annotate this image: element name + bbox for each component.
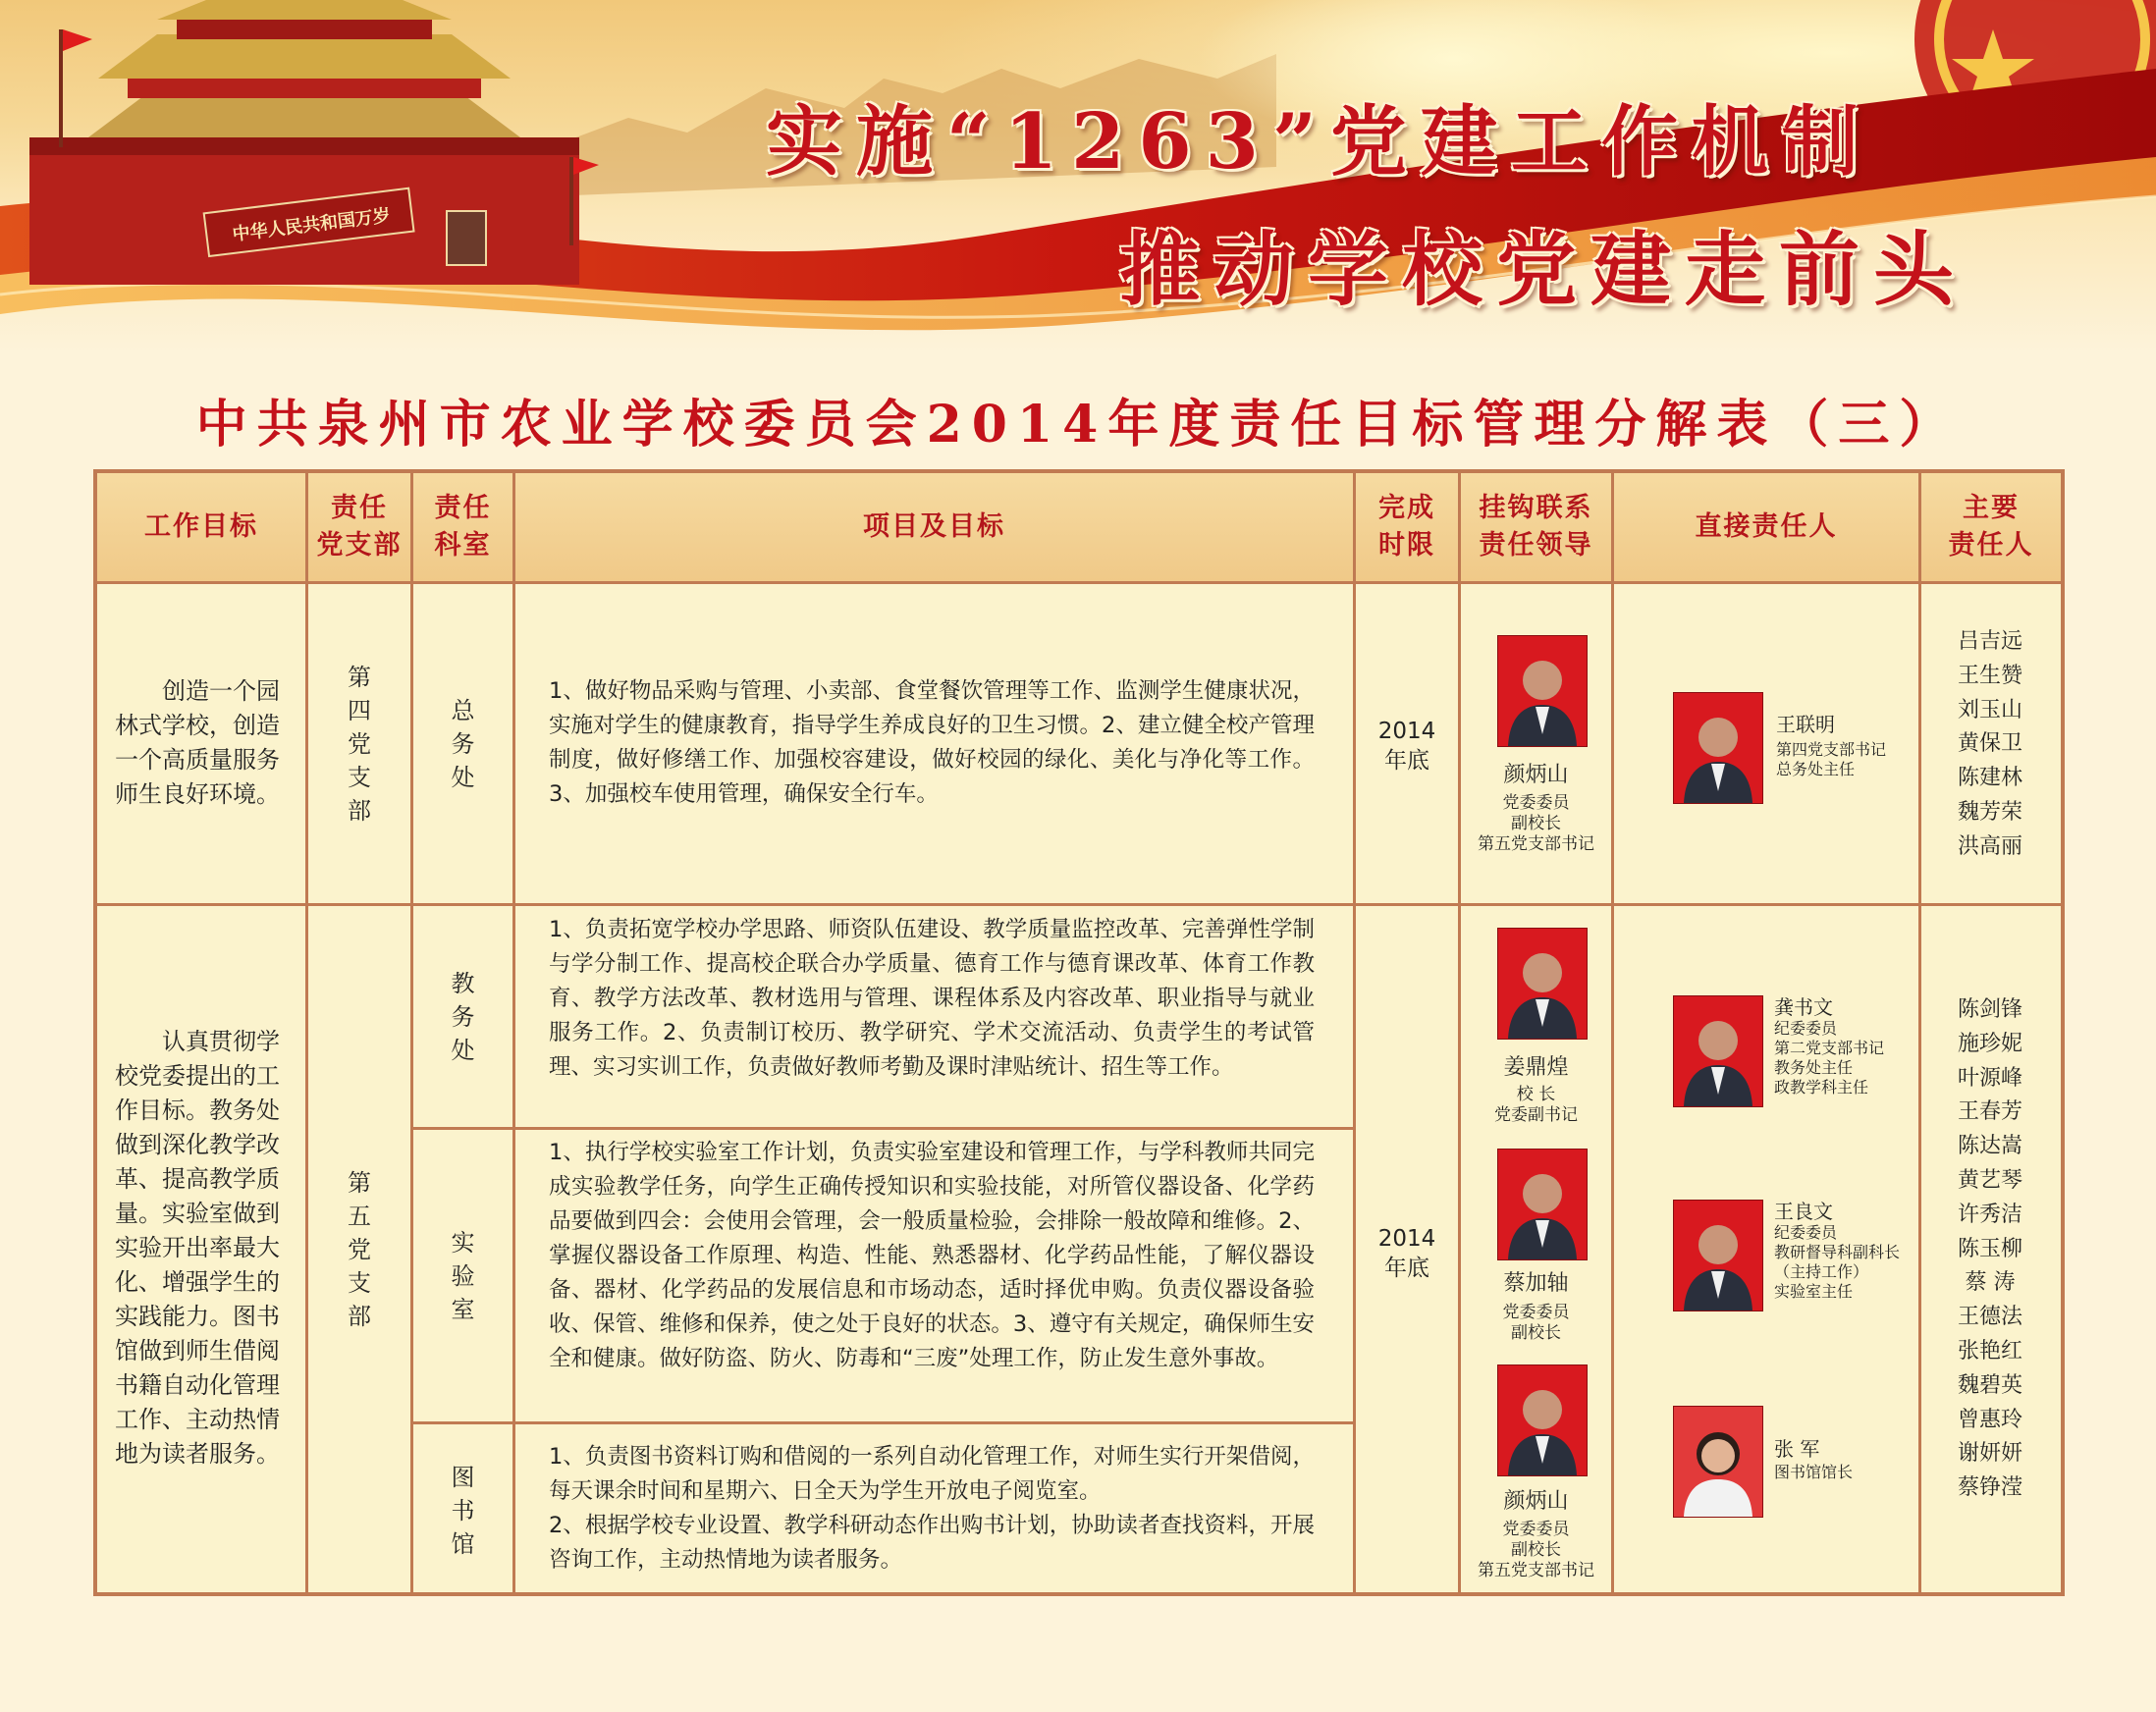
table-title: 中共泉州市农业学校委员会2014年度责任目标管理分解表（三） [195,395,1961,455]
sub2-leader-name: 蔡加轴 [1503,1271,1569,1296]
header-banner [0,0,2156,353]
col-header-deadline: 完成 时限 [1378,493,1435,561]
sub1-direct-name: 龚书文 [1774,995,1833,1019]
col-header-direct: 直接责任人 [1695,511,1838,542]
responsibility-table [93,469,2065,1596]
row2-main-names: 陈剑锋 施珍妮 叶源峰 王春芳 陈达嵩 黄艺琴 许秀洁 陈玉柳 蔡 涛 王德法 张艳红 魏碧英 曾惠玲 谢妍妍 蔡铮滢 [1957,997,2022,1501]
direct-photo-wang-liangwen [1673,1200,1763,1311]
headline-line1: 实施“1263”党建工作机制 [766,97,1872,187]
col-header-main: 主要 责任人 [1948,493,2034,561]
office-jiaowu: 教 务 处 [451,969,475,1064]
row2-goal: 认真贯彻学校党委提出的工作目标。教务处做到深化教学改革、提高教学质量。实验室做到实验开出率最大化、增强学生的实践能力。图书馆做到师生借阅书籍自动化管理工作、主动热情地为读者服务。 [115,1028,280,1468]
row2-deadline: 2014 年底 [1377,1226,1436,1281]
row2-branch: 第 五 党 支 部 [348,1169,371,1330]
col-header-goal: 工作目标 [144,511,258,542]
sub3-direct-name: 张 军 [1774,1437,1820,1461]
leader-photo-yan-2 [1497,1364,1588,1476]
gate-plaque-text: 中华人民共和国万岁 [231,205,392,245]
direct-photo-gong [1673,995,1763,1107]
row1-branch: 第 四 党 支 部 [348,663,371,825]
sub3-leader-name: 颜炳山 [1503,1489,1569,1514]
col-header-office: 责任 科室 [434,493,492,561]
col-header-leader: 挂钩联系 责任领导 [1479,493,1593,561]
table-header-row [97,473,2061,581]
direct-photo-wang-lianming [1673,692,1763,804]
leader-photo-yan [1497,635,1588,747]
row1-leader-titles: 党委委员 副校长 第五党支部书记 [1478,793,1594,854]
project-jiaowu: 1、负责拓宽学校办学思路、师资队伍建设、教学质量监控改革、完善弹性学制与学分制工作、提高校企联合办学质量、德育工作与德育课改革、体育工作教育、教学方法改革、教材选用与管理、课程体系及内容改革、职业指导与就业服务工作。2、负责制订校历、教学研究、学术交流活动、负责学生的考试管理、实习实训工作，负责做好教师考勤及课时津贴统计、招生等工作。 [549,917,1315,1080]
sub3-direct-titles: 图书馆馆长 [1774,1463,1854,1481]
sub3-leader-titles: 党委委员 副校长 第五党支部书记 [1478,1520,1594,1580]
row1-goal: 创造一个园林式学校，创造一个高质量服务师生良好环境。 [115,677,280,808]
sub2-leader-titles: 党委委员 副校长 [1502,1303,1570,1343]
col-header-project: 项目及目标 [863,511,1005,542]
sub1-leader-titles: 校 长 党委副书记 [1494,1085,1578,1125]
row1-office: 总 务 处 [451,696,475,791]
row1-leader-name: 颜炳山 [1503,763,1569,787]
sub2-direct-name: 王良文 [1774,1200,1833,1223]
sub1-leader-name: 姜鼎煌 [1503,1055,1569,1080]
row1-deadline: 2014 年底 [1377,719,1436,774]
direct-photo-zhang [1673,1406,1763,1518]
leader-photo-jiang [1497,928,1588,1040]
office-shiyan: 实 验 室 [451,1228,475,1323]
sub2-direct-titles: 纪委委员 教研督导科副科长 （主持工作） 实验室主任 [1774,1223,1901,1301]
office-tushu: 图 书 馆 [451,1463,475,1558]
leader-photo-cai [1497,1149,1588,1260]
row1-main-names: 吕吉远 王生赞 刘玉山 黄保卫 陈建林 魏芳荣 洪高丽 [1957,629,2022,859]
project-tushu: 1、负责图书资料订购和借阅的一系列自动化管理工作，对师生实行开架借阅，每天课余时间和星期六、日全天为学生开放电子阅览室。 2、根据学校专业设置、教学科研动态作出购书计划，协助读者查找资料，开展咨询工作，主动热情地为读者服务。 [549,1444,1315,1573]
headline-line2: 推动学校党建走前头 [1119,223,1968,317]
row1-project: 1、做好物品采购与管理、小卖部、食堂餐饮管理等工作、监测学生健康状况，实施对学生的健康教育，指导学生养成良好的卫生习惯。2、建立健全校产管理制度，做好修缮工作、加强校容建设，做好校园的绿化、美化与净化等工作。3、加强校车使用管理，确保安全行车。 [549,678,1315,807]
col-header-branch: 责任 党支部 [316,493,403,561]
row1-direct-name: 王联明 [1776,713,1835,736]
sub1-direct-titles: 纪委委员 第二党支部书记 教务处主任 政教学科主任 [1774,1019,1885,1097]
row1-direct-titles: 第四党支部书记 总务处主任 [1776,740,1887,778]
project-shiyan: 1、执行学校实验室工作计划，负责实验室建设和管理工作，与学科教师共同完成实验教学任务，向学生正确传授知识和实验技能，对所管仪器设备、化学药品要做到四会：会使用会管理，会一般质量检验，会排除一般故障和维修。2、掌握仪器设备工作原理、构造、性能、熟悉器材、化学药品性能，了解仪器设备、器材、化学药品的发展信息和市场动态，适时择优申购。负责仪器设备验收、保管、维修和保养，使之处于良好的状态。3、遵守有关规定，确保师生安全和健康。做好防盗、防火、防毒和“三废”处理工作，防止发生意外事故。 [549,1140,1315,1371]
